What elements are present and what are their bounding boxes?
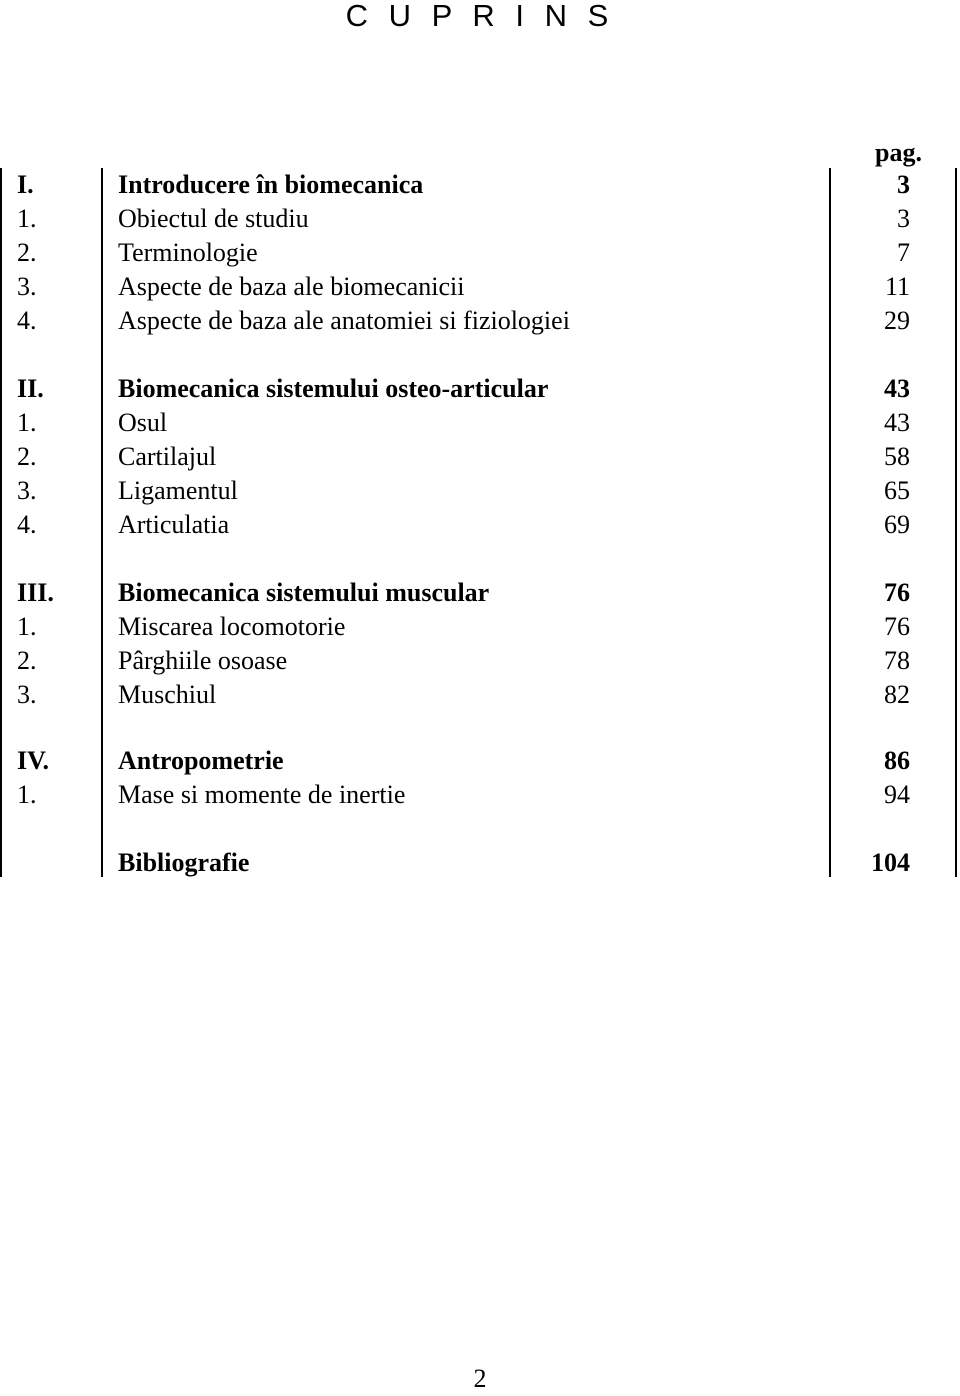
toc-entry-title: Mase si momente de inertie — [118, 780, 406, 809]
toc-entry-page: 76 — [884, 578, 910, 607]
toc-entry-number: 1. — [17, 780, 37, 809]
toc-chapter-row — [0, 744, 960, 778]
toc-entry-page: 76 — [884, 612, 910, 641]
toc-entry-number: 4. — [17, 306, 37, 335]
toc-entry-page: 3 — [897, 170, 910, 199]
toc-entry-page: 78 — [884, 646, 910, 675]
toc-entry-page: 65 — [884, 476, 910, 505]
toc-entry-number: 1. — [17, 204, 37, 233]
toc-chapter-row — [0, 168, 960, 202]
toc-entry-row — [0, 304, 960, 338]
toc-entry-number: 3. — [17, 680, 37, 709]
toc-entry-number: II. — [17, 374, 44, 403]
toc-entry-row — [0, 270, 960, 304]
toc-entry-row — [0, 678, 960, 712]
toc-entry-row — [0, 202, 960, 236]
toc-entry-number: 1. — [17, 612, 37, 641]
toc-entry-number: 3. — [17, 476, 37, 505]
toc-entry-page: 43 — [884, 408, 910, 437]
toc-entry-page: 3 — [897, 204, 910, 233]
toc-entry-page: 7 — [897, 238, 910, 267]
toc-entry-number: 2. — [17, 238, 37, 267]
toc-entry-row — [0, 778, 960, 812]
toc-entry-number: 4. — [17, 510, 37, 539]
toc-entry-number: 3. — [17, 272, 37, 301]
page-title: C U P R I N S — [345, 0, 615, 33]
toc-entry-title: Osul — [118, 408, 168, 437]
toc-chapter-row — [0, 846, 960, 880]
toc-entry-number: III. — [17, 578, 54, 607]
toc-entry-title: Pârghiile osoase — [118, 646, 288, 675]
toc-entry-number: I. — [17, 170, 34, 199]
toc-entry-row — [0, 644, 960, 678]
toc-entry-row — [0, 508, 960, 542]
toc-entry-title: Ligamentul — [118, 476, 238, 505]
toc-entry-title: Antropometrie — [118, 746, 284, 775]
toc-entry-page: 43 — [884, 374, 910, 403]
toc-chapter-row — [0, 576, 960, 610]
toc-entry-number: 2. — [17, 442, 37, 471]
toc-entry-page: 94 — [884, 780, 910, 809]
page-column-header: pag. — [875, 138, 922, 167]
toc-entry-page: 58 — [884, 442, 910, 471]
toc-entry-row — [0, 236, 960, 270]
toc-entry-title: Terminologie — [118, 238, 258, 267]
toc-entry-page: 86 — [884, 746, 910, 775]
toc-entry-row — [0, 610, 960, 644]
toc-entry-title: Biomecanica sistemului muscular — [118, 578, 490, 607]
toc-chapter-row — [0, 372, 960, 406]
toc-entry-title: Bibliografie — [118, 848, 250, 877]
toc-entry-number: 2. — [17, 646, 37, 675]
toc-entry-title: Muschiul — [118, 680, 217, 709]
toc-entry-number: 1. — [17, 408, 37, 437]
toc-entry-title: Introducere în biomecanica — [118, 170, 424, 199]
toc-entry-title: Miscarea locomotorie — [118, 612, 346, 641]
toc-entry-row — [0, 406, 960, 440]
toc-entry-title: Aspecte de baza ale biomecanicii — [118, 272, 465, 301]
toc-entry-title: Obiectul de studiu — [118, 204, 309, 233]
toc-entry-row — [0, 440, 960, 474]
toc-entry-page: 11 — [884, 272, 910, 301]
toc-entry-page: 82 — [884, 680, 910, 709]
page-number: 2 — [473, 1364, 487, 1393]
toc-entry-page: 104 — [871, 848, 910, 877]
toc-entry-title: Cartilajul — [118, 442, 217, 471]
toc-entry-number: IV. — [17, 746, 50, 775]
toc-entry-page: 29 — [884, 306, 910, 335]
toc-entry-title: Biomecanica sistemului osteo-articular — [118, 374, 549, 403]
toc-entry-row — [0, 474, 960, 508]
toc-entry-page: 69 — [884, 510, 910, 539]
toc-entry-title: Aspecte de baza ale anatomiei si fiziologiei — [118, 306, 570, 335]
toc-entry-title: Articulatia — [118, 510, 230, 539]
